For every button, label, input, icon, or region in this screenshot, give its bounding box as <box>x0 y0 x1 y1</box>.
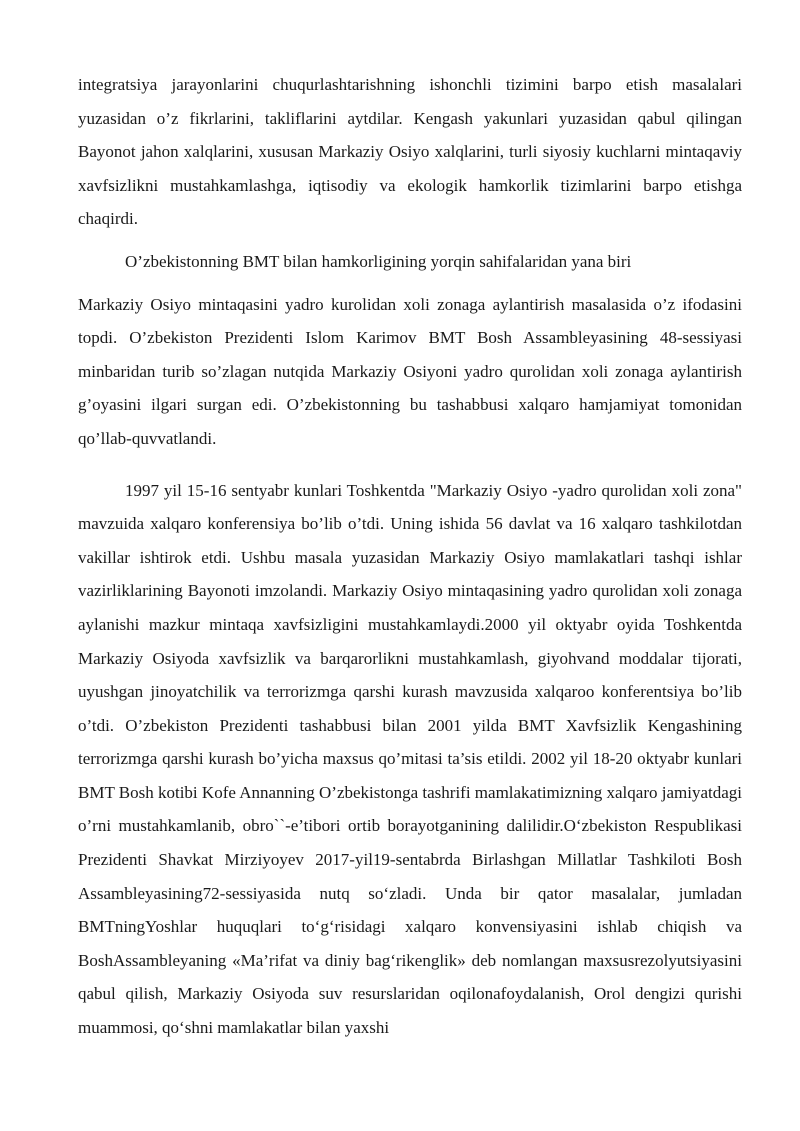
document-page <box>78 68 742 1045</box>
paragraph-continuation: integratsiya jarayonlarini chuqurlashtarishning ishonchli tizimini barpo etish masalalari yuzasidan o’z fikrlarini, takliflarini aytdilar. Kengash yakunlari yuzasidan qabul qilingan Bayonot jahon xalqlarini, xususan Markaziy Osiyo xalqlarini, turli siyosiy kuchlarni mintaqaviy xavfsizlikni mustahkamlashga, iqtisodiy va ekologik hamkorlik tizimlarini barpo etishga chaqirdi. <box>78 75 742 229</box>
paragraph-lead: O’zbekistonning BMT bilan hamkorligining yorqin sahifalaridan yana biri <box>125 251 632 271</box>
paragraph-conference: 1997 yil 15-16 sentyabr kunlari Toshkentda "Markaziy Osiyo -yadro qurolidan xoli zona" mavzuida xalqaro konferensiya bo’lib o’tdi. Uning ishida 56 davlat va 16 xalqaro tashkilotdan vakillar ishtirok etdi. Ushbu masala yuzasidan Markaziy Osiyo mamlakatlari tashqi ishlar vazirliklarining Bayonoti imzolandi. Markaziy Osiyo mintaqasining yadro qurolidan xoli zonaga aylanishi mazkur mintaqa xavfsizligini mustahkamlaydi.2000 yil oktyabr oyida Toshkentda Markaziy Osiyoda xavfsizlik va barqarorlikni mustahkamlash, giyohvand moddalar tijorati, uyushgan jinoyatchilik va terrorizmga qarshi kurash mavzusida xalqaroo konferentsiya bo’lib o’tdi. O’zbekiston Prezidenti tashabbusi bilan 2001 yilda BMT Xavfsizlik Kengashining terrorizmga qarshi kurash bo’yicha maxsus qo’mitasi ta’sis etildi. 2002 yil 18-20 oktyabr kunlari BMT Bosh kotibi Kofe Annanning O’zbekistonga tashrifi mamlakatimizning xalqaro jamiyatdagi o’rni mustahkamlanib, obro``-e’tibori ortib borayotganining dalilidir.O‘zbekiston Respublikasi Prezidenti Shavkat Mirziyoyev 2017-yil19-sentabrda Birlashgan Millatlar Tashkiloti Bosh Assambleyasining72-sessiyasida nutq so‘zladi. Unda bir qator masalalar, jumladan BMTningYoshlar huquqlari to‘g‘risidagi xalqaro konvensiyasini ishlab chiqish va BoshAssambleyaning «Ma’rifat va diniy bag‘rikenglik» deb nomlangan maxsusrezolyutsiyasini qabul qilish, Markaziy Osiyoda suv resurslaridan oqilonafoydalanish, Orol dengizi qurishi muammosi, qo‘shni mamlakatlar bilan yaxshi <box>78 480 742 1038</box>
paragraph-nuclear-free-zone: Markaziy Osiyo mintaqasini yadro kurolidan xoli zonaga aylantirish masalasida o’z ifodasini topdi. O’zbekiston Prezidenti Islom Karimov BMT Bosh Assambleyasining 48-sessiyasi minbaridan turib so’zlagan nutqida Markaziy Osiyoni yadro qurolidan xoli zonaga aylantirish g’oyasini ilgari surgan edi. O’zbekistonning bu tashabbusi xalqaro hamjamiyat tomonidan qo’llab-quvvatlandi. <box>78 294 742 448</box>
